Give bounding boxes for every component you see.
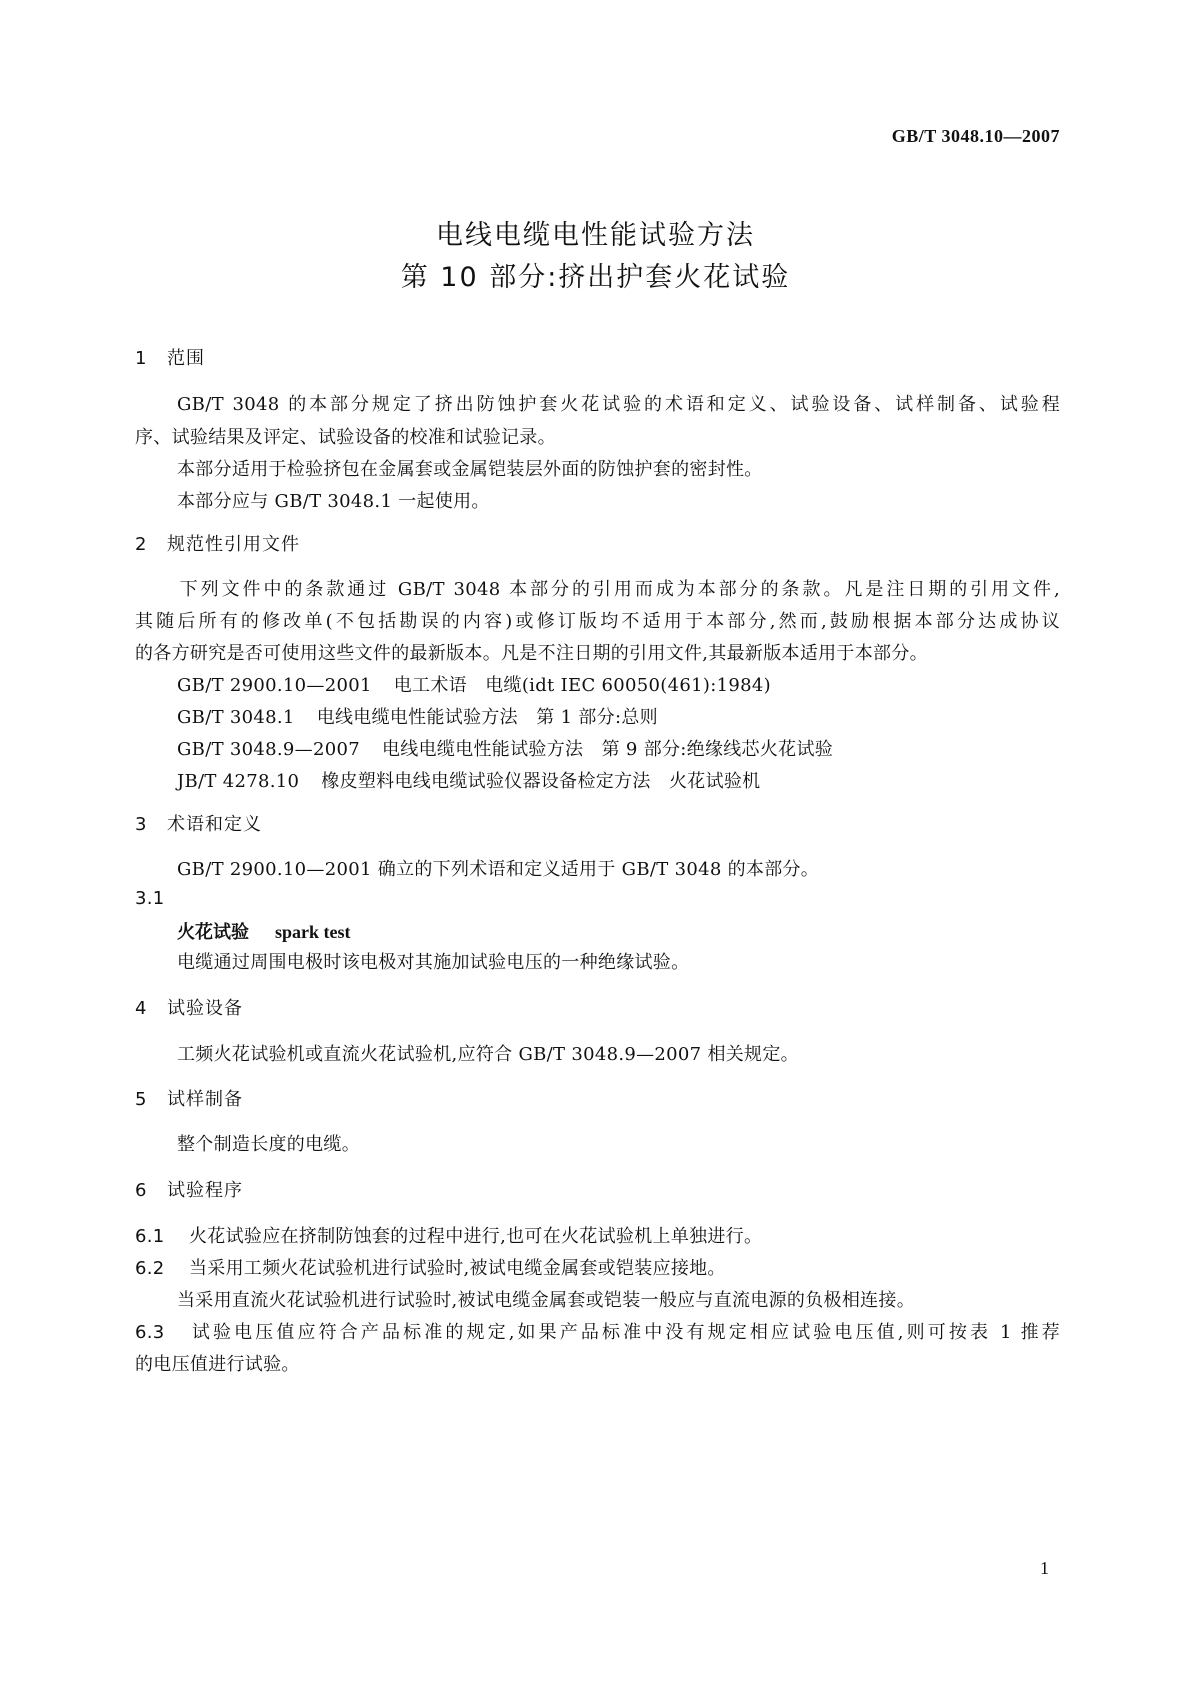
section-4-paragraph: 工频火花试验机或直流火花试验机,应符合 GB/T 3048.9—2007 相关规定。: [177, 1044, 799, 1065]
section-1-paragraph-3: 本部分应与 GB/T 3048.1 一起使用。: [177, 491, 490, 512]
term-definition: 电缆通过周围电极时该电极对其施加试验电压的一种绝缘试验。: [177, 952, 690, 973]
term-entry: [177, 918, 351, 944]
section-2-heading: [135, 530, 300, 556]
section-4-heading: [135, 994, 243, 1020]
section-title: 规范性引用文件: [167, 534, 300, 555]
section-number: 2: [135, 534, 148, 555]
section-1-heading: [135, 344, 205, 370]
title-line-1: 电线电缆电性能试验方法: [436, 220, 755, 251]
section-2-paragraph-line-1: 下列文件中的条款通过 GB/T 3048 本部分的引用而成为本部分的条款。凡是注日期的引用文件,: [177, 579, 1060, 600]
term-chinese: 火花试验: [177, 922, 249, 943]
section-title: 术语和定义: [167, 814, 262, 835]
section-number: 6: [135, 1180, 148, 1201]
reference-item: GB/T 3048.9—2007 电线电缆电性能试验方法 第 9 部分:绝缘线芯火花试验: [177, 739, 834, 760]
section-title: 试验程序: [167, 1180, 243, 1201]
subclause-number: 3.1: [135, 888, 165, 909]
reference-item: GB/T 3048.1 电线电缆电性能试验方法 第 1 部分:总则: [177, 707, 658, 728]
clause-6-3-line-1: 6.3 试验电压值应符合产品标准的规定,如果产品标准中没有规定相应试验电压值,则可按表 1 推荐: [135, 1322, 1060, 1343]
section-title: 试样制备: [167, 1089, 243, 1110]
section-1-paragraph-1-line-2: 序、试验结果及评定、试验设备的校准和试验记录。: [135, 427, 556, 448]
clause-6-2-paragraph-2: 当采用直流火花试验机进行试验时,被试电缆金属套或铠装一般应与直流电源的负极相连接。: [177, 1290, 916, 1311]
title-line-2: 第 10 部分:挤出护套火花试验: [400, 262, 791, 293]
clause-6-2: 6.2 当采用工频火花试验机进行试验时,被试电缆金属套或铠装应接地。: [135, 1258, 726, 1279]
section-title: 范围: [167, 348, 205, 369]
section-number: 5: [135, 1089, 148, 1110]
clause-6-1: 6.1 火花试验应在挤制防蚀套的过程中进行,也可在火花试验机上单独进行。: [135, 1226, 763, 1247]
section-1-paragraph-1-line-1: GB/T 3048 的本部分规定了挤出防蚀护套火花试验的术语和定义、试验设备、试样制备、试验程: [177, 394, 1060, 415]
section-2-paragraph-line-3: 的各方研究是否可使用这些文件的最新版本。凡是不注日期的引用文件,其最新版本适用于本部分。: [135, 643, 928, 664]
reference-item: GB/T 2900.10—2001 电工术语 电缆(idt IEC 60050(461):1984): [177, 675, 771, 696]
section-5-paragraph: 整个制造长度的电缆。: [177, 1134, 360, 1155]
clause-6-3-line-2: 的电压值进行试验。: [135, 1354, 300, 1375]
term-english: spark test: [275, 922, 351, 942]
section-5-heading: [135, 1085, 243, 1111]
section-title: 试验设备: [167, 998, 243, 1019]
reference-item: JB/T 4278.10 橡皮塑料电线电缆试验仪器设备检定方法 火花试验机: [177, 771, 761, 792]
section-6-heading: [135, 1176, 243, 1202]
section-number: 1: [135, 348, 148, 369]
section-2-paragraph-line-2: 其随后所有的修改单(不包括勘误的内容)或修订版均不适用于本部分,然而,鼓励根据本部分达成协议: [135, 611, 1060, 632]
section-3-paragraph: GB/T 2900.10—2001 确立的下列术语和定义适用于 GB/T 3048 的本部分。: [177, 859, 820, 880]
section-1-paragraph-2: 本部分适用于检验挤包在金属套或金属铠装层外面的防蚀护套的密封性。: [177, 459, 763, 480]
page-number: 1: [1040, 1558, 1049, 1578]
section-3-heading: [135, 810, 262, 836]
section-number: 3: [135, 814, 148, 835]
document-number: GB/T 3048.10—2007: [891, 126, 1060, 146]
section-number: 4: [135, 998, 148, 1019]
